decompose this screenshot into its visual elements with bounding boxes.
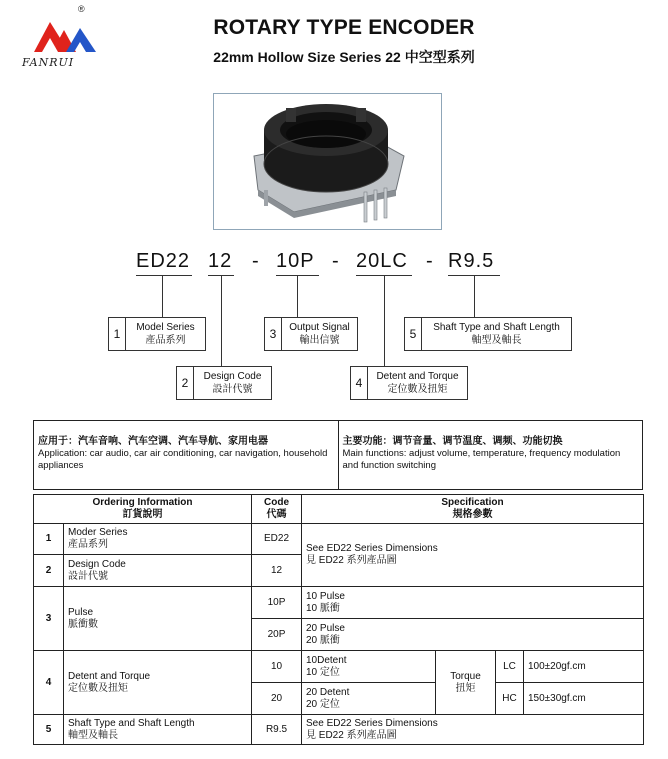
table-row: 4 Detent and Torque 定位數及扭矩 10 10Detent 10 定位 Torque 扭矩 LC 100±20gf.cm (34, 651, 644, 683)
info-box (33, 420, 643, 490)
pn-design-code: 12 (208, 250, 233, 272)
pn-separator: - (332, 250, 339, 272)
page-title: ROTARY TYPE ENCODER (213, 16, 475, 39)
functions-section: 主要功能：调节音量、调节温度、调频、功能切换 Main functions: adjust volume, temperature, frequency modulation and function switching (338, 421, 643, 489)
pn-output-signal: 10P (276, 250, 315, 272)
callout-output-signal: 3 Output Signal 輸出信號 (264, 317, 358, 351)
callout-detent-torque: 4 Detent and Torque 定位數及扭矩 (350, 366, 468, 400)
table-row: 5 Shaft Type and Shaft Length 軸型及軸長 R9.5 See ED22 Series Dimensions 見 ED22 系列產品圖 (34, 715, 644, 745)
application-section: 应用于：汽车音响、汽车空调、汽车导航、家用电器 Application: car audio, car air conditioning, car navigation, household appliances (38, 436, 328, 471)
table-row: 20 20 Detent 20 定位 HC 150±30gf.cm (34, 683, 644, 715)
pn-separator: - (426, 250, 433, 272)
pn-detent-torque: 20LC (356, 250, 408, 272)
brand-name: FANRUI (22, 56, 75, 69)
pn-separator: - (252, 250, 259, 272)
callout-design-code: 2 Design Code 設計代號 (176, 366, 272, 400)
rotary-encoder-photo-icon (214, 94, 441, 229)
page-subtitle: 22mm Hollow Size Series 22 中空型系列 (213, 49, 475, 65)
table-row: 3 Pulse 脈衝數 10P 10 Pulse 10 脈衝 (34, 587, 644, 619)
pn-shaft: R9.5 (448, 250, 495, 272)
ordering-table (33, 494, 644, 745)
table-row: 20P 20 Pulse 20 脈衝 (34, 619, 644, 651)
table-header: Ordering Information 訂貨說明 Code 代碼 Specification 規格參數 (34, 495, 644, 524)
product-photo (213, 93, 442, 230)
callout-shaft-type: 5 Shaft Type and Shaft Length 軸型及軸長 (404, 317, 572, 351)
table-row: 1 Moder Series 產品系列 ED22 See ED22 Series Dimensions 見 ED22 系列產品圖 (34, 524, 644, 555)
registered-mark: ® (78, 4, 85, 14)
table-row: 2 Design Code 設計代號 12 (34, 555, 644, 587)
callout-model-series: 1 Model Series 產品系列 (108, 317, 206, 351)
pn-model-series: ED22 (136, 250, 191, 272)
